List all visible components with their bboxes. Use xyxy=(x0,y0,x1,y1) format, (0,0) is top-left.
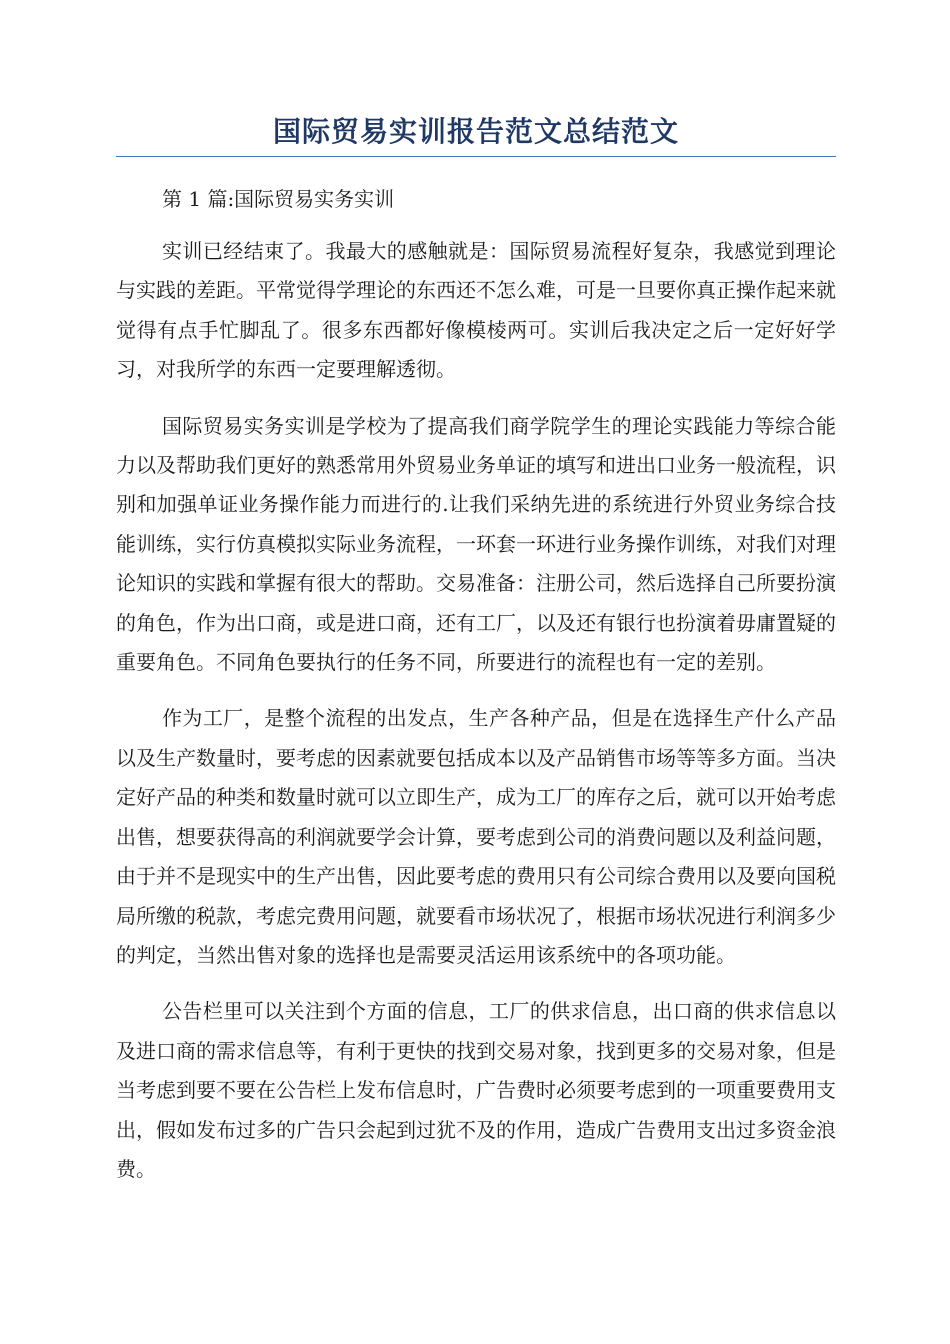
section-heading: 第 1 篇:国际贸易实务实训 xyxy=(162,187,395,211)
document-page xyxy=(116,0,836,1189)
paragraph-4: 公告栏里可以关注到个方面的信息，工厂的供求信息，出口商的供求信息以及进口商的需求信息等，有利于更快的找到交易对象，找到更多的交易对象，但是当考虑到要不要在公告栏上发布信息时，广告费时必须要考虑到的一项重要费用支出，假如发布过多的广告只会起到过犹不及的作用，造成广告费用支出过多资金浪费。 xyxy=(116,999,836,1181)
paragraph-1: 实训已经结束了。我最大的感触就是：国际贸易流程好复杂，我感觉到理论与实践的差距。平常觉得学理论的东西还不怎么难，可是一旦要你真正操作起来就觉得有点手忙脚乱了。很多东西都好像模棱两可。实训后我决定之后一定好好学习，对我所学的东西一定要理解透彻。 xyxy=(116,239,836,382)
document-title: 国际贸易实训报告范文总结范文 xyxy=(116,112,836,157)
paragraph-2: 国际贸易实务实训是学校为了提高我们商学院学生的理论实践能力等综合能力以及帮助我们更好的熟悉常用外贸易业务单证的填写和进出口业务一般流程，识别和加强单证业务操作能力而进行的.让我们采纳先进的系统进行外贸业务综合技能训练，实行仿真模拟实际业务流程，一环套一环进行业务操作训练，对我们对理论知识的实践和掌握有很大的帮助。交易准备：注册公司，然后选择自己所要扮演的角色，作为出口商，或是进口商，还有工厂，以及还有银行也扮演着毋庸置疑的重要角色。不同角色要执行的任务不同，所要进行的流程也有一定的差别。 xyxy=(116,413,836,675)
paragraph-3: 作为工厂，是整个流程的出发点，生产各种产品，但是在选择生产什么产品以及生产数量时，要考虑的因素就要包括成本以及产品销售市场等等多方面。当决定好产品的种类和数量时就可以立即生产，成为工厂的库存之后，就可以开始考虑出售，想要获得高的利润就要学会计算，要考虑到公司的消费问题以及利益问题，由于并不是现实中的生产出售，因此要考虑的费用只有公司综合费用以及要向国税局所缴的税款，考虑完费用问题，就要看市场状况了，根据市场状况进行利润多少的判定，当然出售对象的选择也是需要灵活运用该系统中的各项功能。 xyxy=(116,706,836,967)
